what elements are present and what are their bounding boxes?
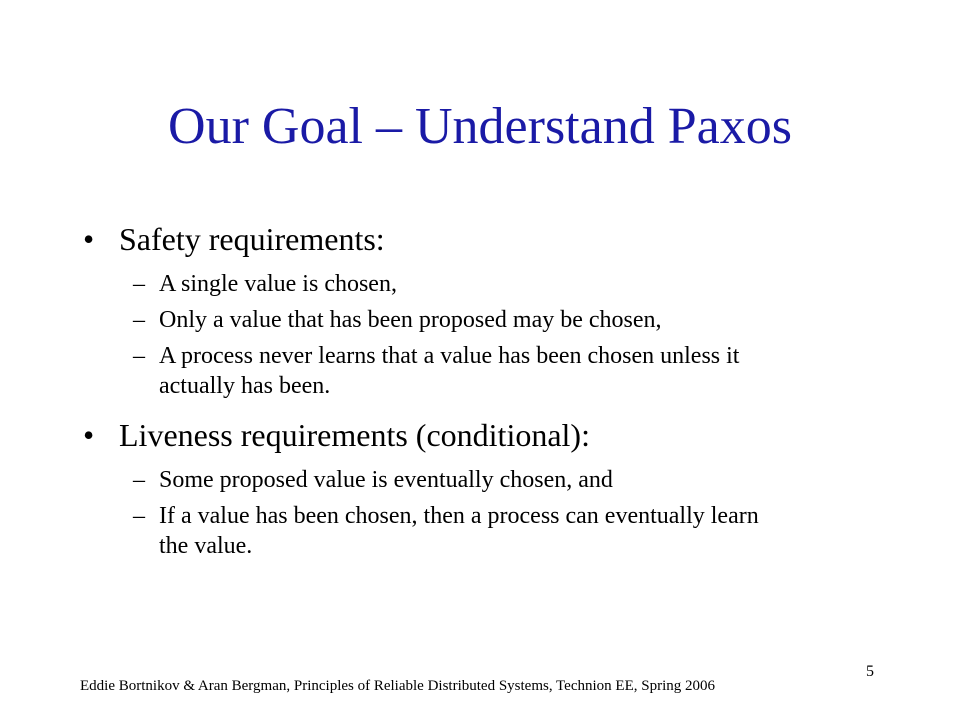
dash-icon: – <box>133 503 145 529</box>
sub-item-text: Only a value that has been proposed may be chosen, <box>159 307 662 333</box>
bullet-icon: • <box>83 221 95 257</box>
bullet-text: Liveness requirements (conditional): <box>119 417 590 453</box>
dash-icon: – <box>133 271 145 297</box>
dash-icon: – <box>133 467 145 493</box>
slide-footer: Eddie Bortnikov & Aran Bergman, Principles of Reliable Distributed Systems, Technion EE, Spring 2006 <box>80 678 715 694</box>
sub-item <box>83 465 903 495</box>
sub-item <box>83 305 903 335</box>
sub-item-text: A process never learns that a value has been chosen unless it actually has been. <box>159 343 740 399</box>
sub-item <box>83 269 903 299</box>
slide-title: Our Goal – Understand Paxos <box>168 98 792 155</box>
bullet-icon: • <box>83 417 95 453</box>
bullet-text: Safety requirements: <box>119 221 385 257</box>
slide-content <box>83 215 903 561</box>
bullet-safety <box>83 215 903 263</box>
page-number: 5 <box>866 663 874 680</box>
sub-item <box>83 501 769 561</box>
sub-item-text: Some proposed value is eventually chosen, and <box>159 467 613 493</box>
bullet-liveness <box>83 411 903 459</box>
dash-icon: – <box>133 307 145 333</box>
sub-item-text: If a value has been chosen, then a process can eventually learn the value. <box>159 503 759 559</box>
dash-icon: – <box>133 343 145 369</box>
sub-item <box>83 341 799 401</box>
sub-item-text: A single value is chosen, <box>159 271 397 297</box>
